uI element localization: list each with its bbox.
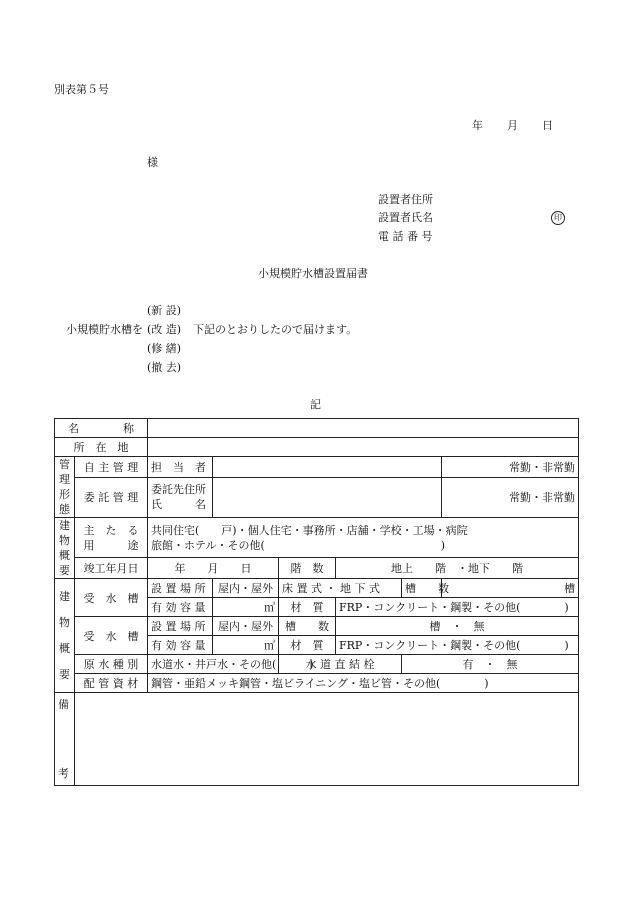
person-in-charge-label: 担 当 者 (148, 457, 213, 478)
second-material-label: 材 質 (279, 636, 336, 655)
outsourced-mgmt-label: 委 託 管 理 (75, 477, 148, 517)
seal-mark: 印 (551, 211, 565, 225)
applicant-phone-label: 電 話 番 号 (378, 230, 433, 243)
date-year: 年 (472, 119, 483, 132)
location-label: 所 在 地 (55, 438, 148, 457)
second-indoor-outdoor-option: 屋内・屋外 (213, 617, 279, 636)
use-line-2: 旅館・ホテル・その他( ) (151, 538, 446, 552)
location-row (55, 438, 579, 457)
water-source-label: 原 水 種 別 (75, 655, 148, 674)
second-capacity-unit: ㎥ (213, 636, 279, 655)
self-mgmt-fulltime: 常勤・非常勤 (442, 457, 579, 478)
remarks-label-bottom: 考 (58, 767, 69, 780)
second-install-place-label: 設 置 場 所 (148, 617, 213, 636)
install-place-label: 設 置 場 所 (148, 579, 213, 598)
location-value (148, 438, 579, 457)
remarks-value (75, 693, 579, 786)
option-new: (新 設) (147, 304, 182, 317)
tank-yes-no-option: 槽 ・ 無 (336, 617, 579, 636)
outsourced-fulltime: 常勤・非常勤 (442, 477, 579, 517)
remarks-label (55, 693, 75, 786)
piping-options: 鋼管・亜鉛メッキ鋼管・塩ビライニング・塩ビ管・その他( ) (148, 674, 579, 693)
floor-type-option: 床 置 式 ・ 地 下 式 (279, 579, 402, 598)
floors-value: 地上 階 ・地下 階 (336, 558, 579, 579)
indoor-outdoor-option: 屋内・屋外 (213, 579, 279, 598)
option-modify: (改 造) (147, 323, 182, 336)
option-remove: (撤 去) (147, 361, 182, 374)
outsourced-value (213, 477, 442, 517)
remarks-label-top: 備 (58, 698, 69, 711)
second-material-options: FRP・コンクリート・鋼製・その他( ) (336, 636, 579, 655)
applicant-name-label: 設置者氏名 (378, 211, 433, 224)
self-mgmt-row (55, 457, 579, 478)
water-source-options: 水道水・井戸水・その他( ) (148, 655, 279, 674)
capacity-label: 有 効 容 量 (148, 598, 213, 617)
tank-count-label: 槽 数 (402, 579, 442, 598)
receiving-tank-label: 受 水 槽 (75, 579, 148, 617)
completion-label: 竣工年月日 (75, 558, 148, 579)
registration-table (54, 418, 579, 786)
outsourced-name-label: 氏 名 (151, 498, 206, 512)
second-capacity-label: 有 効 容 量 (148, 636, 213, 655)
main-use-label (75, 518, 148, 558)
form-number: 別表第５号 (54, 83, 109, 96)
mgmt-form-label: 管理形態 (55, 457, 75, 518)
capacity-unit: ㎥ (213, 598, 279, 617)
piping-label: 配 管 資 材 (75, 674, 148, 693)
name-label: 名 称 (55, 419, 148, 438)
floors-label: 階 数 (279, 558, 336, 579)
main-use-label-2: 用 途 (83, 538, 139, 552)
direct-connection-label: 水 道 直 結 栓 (279, 655, 402, 674)
use-line-1: 共同住宅( 戸)・個人住宅・事務所・店舗・学校・工場・病院 (151, 523, 468, 537)
intro-prefix: 小規模貯水槽を (66, 323, 143, 336)
completion-value: 年 月 日 (148, 558, 279, 579)
date-day: 日 (542, 119, 553, 132)
water-source-row (55, 655, 579, 674)
building-summary-label: 建物概要 (55, 518, 75, 579)
material-options: FRP・コンクリート・鋼製・その他( ) (336, 598, 579, 617)
outsourced-mgmt-row (55, 477, 579, 517)
intro-suffix: 下記のとおりしたので届けます。 (193, 323, 358, 336)
material-label: 材 質 (279, 598, 336, 617)
receiving-tank-place-row (55, 579, 579, 598)
main-use-row (55, 518, 579, 558)
remarks-row (55, 693, 579, 786)
person-in-charge-value (213, 457, 442, 478)
name-value (148, 419, 579, 438)
main-use-label-1: 主 た る (83, 523, 139, 537)
completion-row (55, 558, 579, 579)
direct-connection-options: 有 ・ 無 (402, 655, 579, 674)
option-repair: (修 繕) (147, 342, 182, 355)
date-month: 月 (507, 119, 518, 132)
main-use-options (148, 518, 579, 558)
addressee-suffix: 様 (147, 156, 158, 169)
self-mgmt-label: 自 主 管 理 (75, 457, 148, 478)
name-row (55, 419, 579, 438)
outsourced-address-label: 委託先住所 (151, 483, 206, 497)
outsourced-fields (148, 477, 213, 517)
ki-label: 記 (310, 398, 321, 411)
facility-summary-label: 建物概要 (55, 579, 75, 693)
second-tank-place-row (55, 617, 579, 636)
second-tank-label: 受 水 槽 (75, 617, 148, 655)
second-tank-count-label: 槽 数 (279, 617, 336, 636)
piping-row (55, 674, 579, 693)
applicant-address-label: 設置者住所 (378, 193, 433, 206)
tank-count-unit: 槽 (442, 579, 579, 598)
document-title: 小規模貯水槽設置届書 (258, 267, 368, 280)
